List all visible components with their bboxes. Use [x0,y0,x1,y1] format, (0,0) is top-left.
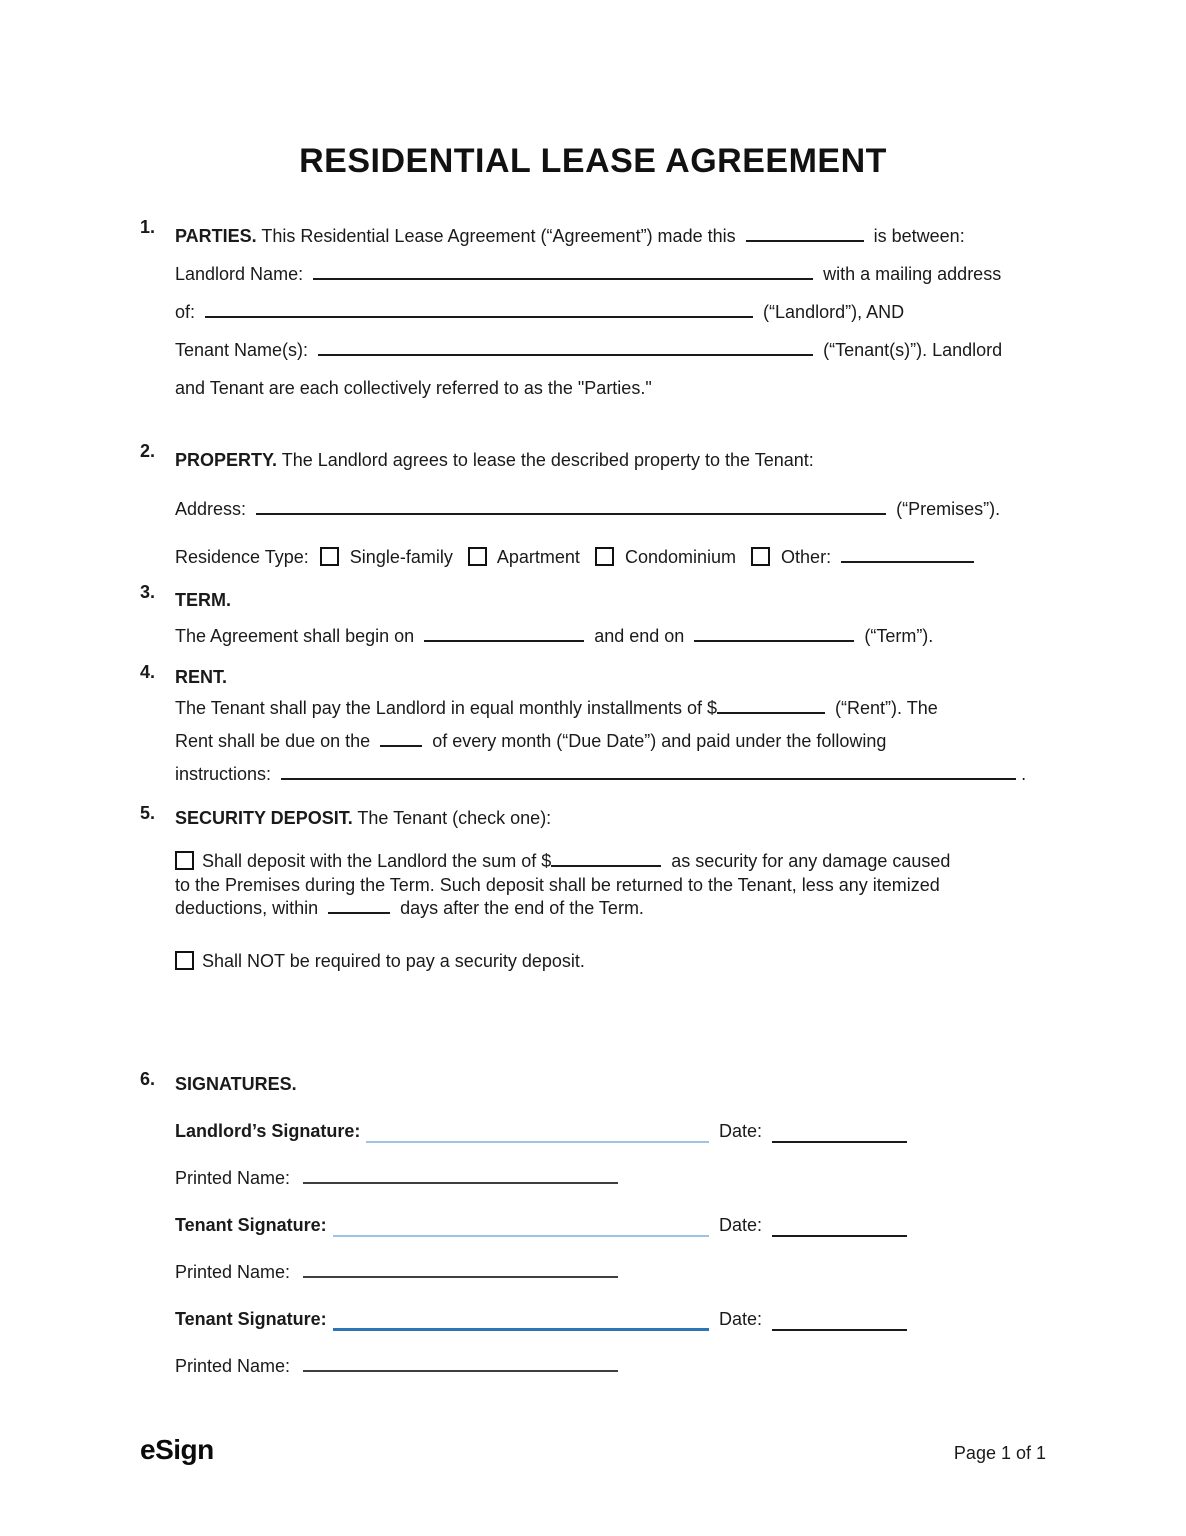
term-start-date-blank[interactable] [424,627,584,642]
section-security-deposit [0,803,1186,973]
section-number: 5. [140,803,156,823]
page-indicator: Page 1 of 1 [953,1443,1046,1463]
tenant2-printed-name-row [175,1351,1058,1381]
section-number: 4. [140,662,156,682]
residence-type-condominium-label: Condominium [624,547,737,567]
section-number: 2. [140,441,156,461]
section-heading-signatures: SIGNATURES. [175,1074,297,1094]
section-term [0,582,1186,654]
landlord-name-blank[interactable] [313,265,813,280]
tenant1-signature-line[interactable] [333,1217,709,1237]
landlord-signature-label: Landlord’s Signature: [175,1121,361,1141]
printed-name-label: Printed Name: [175,1168,291,1188]
made-this-date-blank[interactable] [746,227,864,242]
section-rent [0,662,1186,791]
single-family-checkbox[interactable] [320,547,339,566]
security-deposit-option-2 [175,950,1058,974]
section-property [0,441,1186,576]
premises-defined-text: (“Premises”). [896,499,1001,519]
property-address-blank[interactable] [256,500,886,515]
tenant1-printed-name-row [175,1257,1058,1287]
landlord-signature-date-blank[interactable] [772,1123,907,1143]
tenant2-signature-line[interactable] [333,1311,709,1331]
landlord-printed-name-blank[interactable] [303,1169,618,1184]
no-deposit-text: Shall NOT be required to pay a security deposit. [202,950,585,971]
deposit-sum-text: Shall deposit with the Landlord the sum of $ [202,851,552,871]
landlord-printed-name-row [175,1163,1058,1193]
tenant1-signature-date-blank[interactable] [772,1217,907,1237]
printed-name-label: Printed Name: [175,1356,291,1376]
section-heading-term: TERM. [175,590,231,610]
residence-type-label: Residence Type: [175,547,309,567]
security-check-one-text: The Tenant (check one): [357,808,552,828]
deposit-return-days-blank[interactable] [328,899,390,914]
section-parties [0,217,1186,407]
landlord-name-after-text: with a mailing address [823,264,1002,284]
page-footer [140,1434,1046,1466]
parties-closing-text: and Tenant are each collectively referred to as the "Parties." [175,378,652,398]
other-residence-type-blank[interactable] [841,548,974,563]
residence-type-single-family-label: Single-family [349,547,453,567]
mailing-address-blank[interactable] [205,303,753,318]
date-label: Date: [718,1121,762,1141]
section-heading-security-deposit: SECURITY DEPOSIT. [175,808,353,828]
esign-logo: eSign [140,1434,214,1465]
instructions-label: instructions: [175,764,272,784]
landlord-signature-line[interactable] [366,1123,709,1143]
landlord-name-label: Landlord Name: [175,264,304,284]
date-label: Date: [718,1309,762,1329]
deposit-return-text: to the Premises during the Term. Such deposit shall be returned to the Tenant, less any itemized [175,874,940,895]
tenant1-signature-label: Tenant Signature: [175,1215,327,1235]
rent-defined-text: (“Rent”). The [835,698,938,718]
tenant2-signature-row [175,1304,907,1334]
section-number: 6. [140,1069,156,1089]
section-number: 3. [140,582,156,602]
printed-name-label: Printed Name: [175,1262,291,1282]
deposit-amount-blank[interactable] [551,852,661,867]
rent-due-text: Rent shall be due on the [175,731,371,751]
residence-type-apartment-label: Apartment [496,547,580,567]
apartment-checkbox[interactable] [468,547,487,566]
no-deposit-checkbox[interactable] [175,951,194,970]
tenant-defined-text: (“Tenant(s)”). Landlord [823,340,1003,360]
condominium-checkbox[interactable] [595,547,614,566]
address-label: Address: [175,499,247,519]
instructions-period: . [1021,764,1027,784]
deposit-sum-after-text: as security for any damage caused [671,851,951,871]
date-label: Date: [718,1215,762,1235]
section-heading-property: PROPERTY. [175,450,278,470]
residence-type-other-label: Other: [781,547,832,567]
payment-instructions-blank[interactable] [281,765,1016,780]
landlord-defined-text: (“Landlord”), AND [763,302,905,322]
deposit-days-after-text: days after the end of the Term. [400,898,644,918]
term-defined-text: (“Term”). [864,626,934,646]
shall-deposit-checkbox[interactable] [175,851,194,870]
document-title: RESIDENTIAL LEASE AGREEMENT [299,142,887,180]
term-end-date-blank[interactable] [694,627,854,642]
tenant-name-label: Tenant Name(s): [175,340,309,360]
deposit-days-text: deductions, within [175,898,319,918]
mailing-address-label: of: [175,302,196,322]
section-signatures [0,1069,1186,1381]
rent-due-day-blank[interactable] [380,732,422,747]
tenant2-signature-date-blank[interactable] [772,1311,907,1331]
rent-amount-text: The Tenant shall pay the Landlord in equal monthly installments of $ [175,698,718,718]
parties-intro-after-text: is between: [873,226,965,246]
landlord-signature-row [175,1116,907,1146]
property-intro-text: The Landlord agrees to lease the described property to the Tenant: [281,450,814,470]
term-begin-text: The Agreement shall begin on [175,626,415,646]
tenant1-signature-row [175,1210,907,1240]
other-checkbox[interactable] [751,547,770,566]
rent-due-after-text: of every month (“Due Date”) and paid under the following [432,731,887,751]
term-end-text: and end on [594,626,685,646]
tenant2-printed-name-blank[interactable] [303,1357,618,1372]
tenant2-signature-label: Tenant Signature: [175,1309,327,1329]
security-deposit-option-1 [175,850,1058,921]
section-number: 1. [140,217,156,237]
section-heading-parties: PARTIES. [175,226,257,246]
tenant1-printed-name-blank[interactable] [303,1263,618,1278]
tenant-name-blank[interactable] [318,341,813,356]
parties-intro-text: This Residential Lease Agreement (“Agreement”) made this [261,226,736,246]
rent-amount-blank[interactable] [717,699,825,714]
section-heading-rent: RENT. [175,667,228,687]
